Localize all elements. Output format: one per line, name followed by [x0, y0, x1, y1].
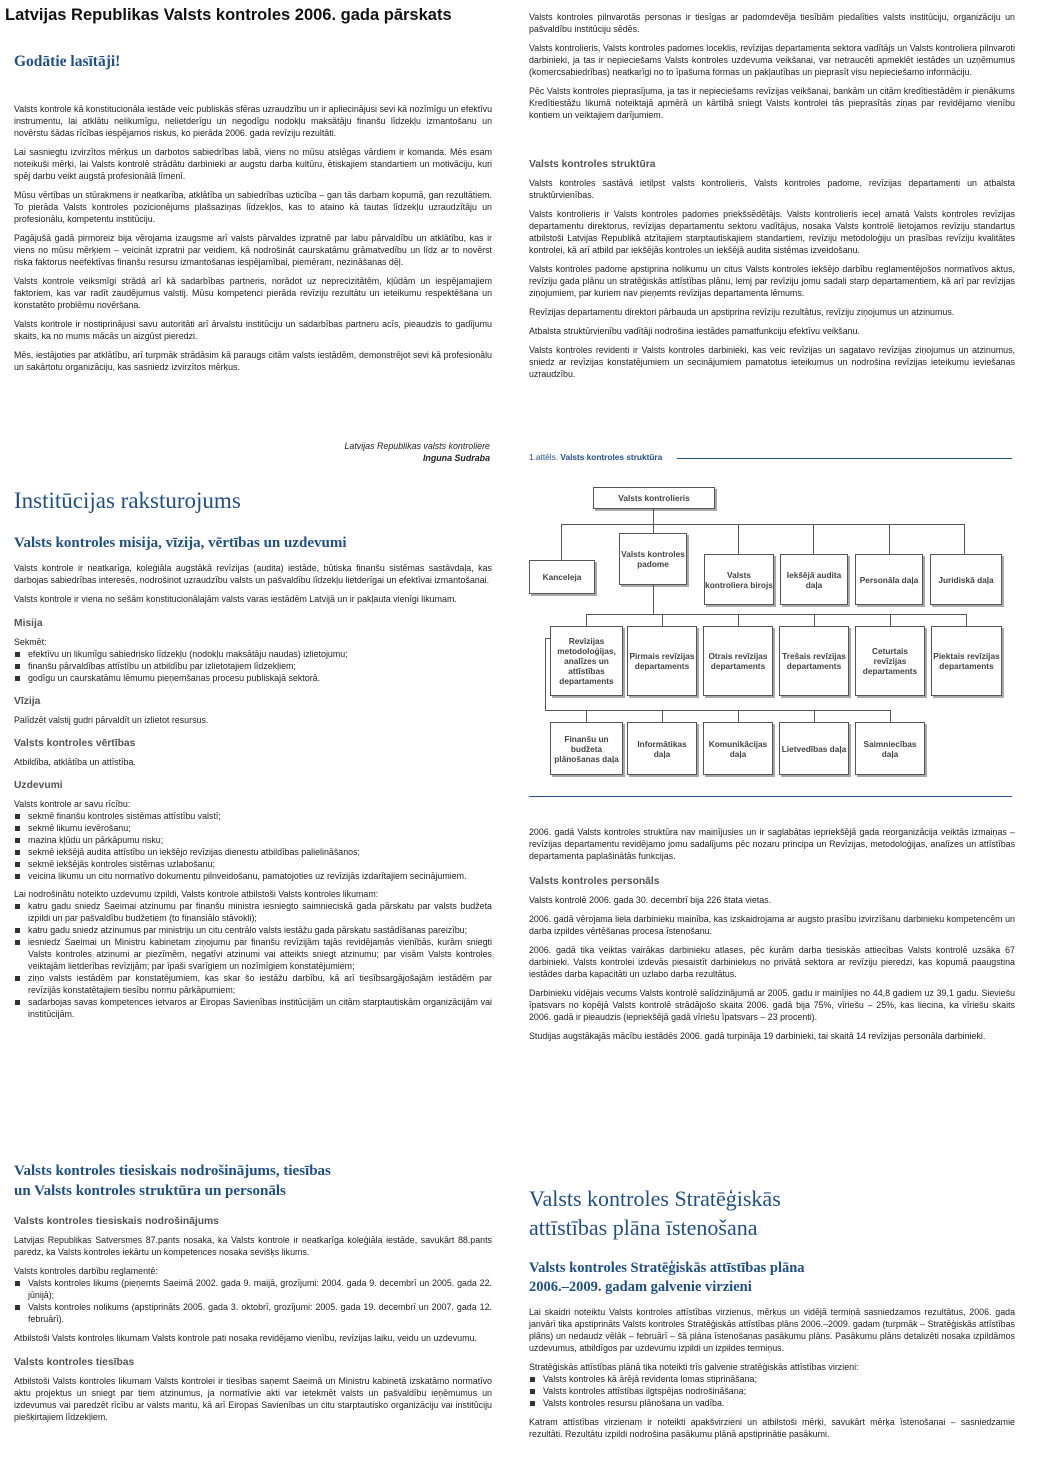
figure-number: 1.attēls. — [529, 452, 559, 462]
rights-paragraph: Valsts kontrolieris, Valsts kontroles padomes loceklis, revīzijas departamenta sektora vadītājs un Valsts kontroliera pilnvaroti darbinieki, ja tas ir nepieciešams Valsts kontroles uzdevuma veikšanai, var netraucēti apmeklēt iestādes un uzņēmumus (komercsabiedrības) neatkarīgi no to īpašuma formas un pakļautības un pieprasīt visu nepieciešamo informāciju. — [529, 43, 1015, 77]
greeting-paragraph: Pagājušā gadā pirmoreiz bija vērojama izaugsme arī valsts pārvaldes izpratnē par labu pārvaldību un atklātību, kas ir viens no mūsu mērķiem – veicināt izpratni par veidiem, kā nodrošināt caurskatāmu grāmatvedību un līdz ar to novērst riska faktorus neefektīvas finanšu resursu izmantošanas iespējamībai, piemēram, nezināšanas dēļ. — [14, 233, 492, 267]
org-connector-line — [662, 614, 663, 626]
strategy-list — [529, 1373, 1015, 1409]
org-box: Pirmais revīzijas departaments — [627, 626, 697, 696]
uzdevumi-list — [14, 810, 492, 882]
structure-paragraph: Revīzijas departamentu direktori pārbauda un apstiprina revīziju rezultātus, revīziju ziņojumus un atzinumus. — [529, 307, 955, 317]
strategy-paragraph: Lai skaidri noteiktu Valsts kontroles attīstības virzienus, mērķus un vidējā termiņā sasniedzamos rezultātus, 2006. gada janvārī tika apstiprināts Valsts kontroles Stratēģiskās attīstības plāns 2006.–2009. gadam (turpmāk – Stratēģiskās attīstības plāns) un nedaudz vēlāk – februārī – šā plāna īstenošanas pasākumu plāns. Pasākumu plāns detalizēti nosaka izpildāmos uzdevumus, atbildīgos par uzdevumu izpildi un izpildes termiņus. — [529, 1307, 1015, 1353]
structure-note-block — [529, 826, 1015, 1042]
org-connector-line — [814, 710, 815, 722]
greeting-paragraph: Mūsu vērtības un stūrakmens ir neatkarība, atklātība un sabiedrības uzticība – gan tās darbam kopumā, gan rezultātiem. To pierāda Valsts kontroles pozicionējums plašsaziņas līdzekļos, kas to ataino kā tautas līdzekļu uzraudzītāju un profesionālu, kompetentu institūciju. — [14, 190, 492, 224]
strategy-body — [529, 1306, 1015, 1440]
intro-paragraph: Valsts kontrole ir viena no sešām konstitucionālajām valsts varas iestādēm Latvijā un ir pakļauta vienīgi likumam. — [14, 594, 457, 604]
legal-heading — [14, 1161, 331, 1201]
structure-paragraph: Valsts kontroles padome apstiprina nolikumu un citus Valsts kontroles iekšējo darbību reglamentējošos normatīvos aktus, revīziju gada plānu un stratēģiskās attīstības plānu, lemj par revīziju jomu sadali starp departamentiem, kā arī par revīzijas ziņojumiem, par kuriem nav pieņemts revīzijas departamenta lēmums. — [529, 264, 1015, 298]
list-item: sekmē iekšējā audita attīstību un iekšējo revīzijas dienestu atbildības palielināšanos; — [14, 846, 492, 858]
strategy-sub-heading — [529, 1259, 805, 1297]
org-box: Valsts kontroles padome — [619, 533, 687, 585]
intro-paragraph: Valsts kontrole ir neatkarīga, koleģiāla augstākā revīzijas (audita) iestāde, būtiska finanšu sistēmas sastāvdaļa, kas darbojas sabiedrības interesēs, nodrošinot uzraudzību valsts un pašvaldību līdzekļu lietderīgai un efektīvai izmantošanai. — [14, 563, 492, 585]
personnel-paragraph: Studijas augstākajās mācību iestādēs 2006. gadā turpināja 19 darbinieki, tai skaitā 14 revīzijas personāla darbinieki. — [529, 1031, 986, 1041]
greeting-paragraph: Valsts kontrole veiksmīgi strādā arī kā sadarbības partneris, norādot uz neprecizitātēm, kļūdām un iespējamajiem faktoriem, kas var radīt zaudējumus valstij. Mūsu kompetenci pierāda revīziju rezultātu un ieteikumu respektēšana un konstatēto problēmu novēršana. — [14, 276, 492, 310]
org-box: Lietvedības daļa — [779, 722, 849, 775]
personnel-paragraph: 2006. gadā tika veiktas vairākas darbinieku atlases, pēc kurām darba tiesiskās attiecības Valsts kontrolē uzsāka 67 darbinieki. Valsts kontrolei izdevās piesaistīt darbiniekus no privātā sektora ar revīziju pieredzi, kas kopumā paaugstina iestādes darba kapacitāti un uzlabo darba rezultātus. — [529, 945, 1015, 979]
org-connector-line — [586, 614, 966, 615]
uzdevumi-lead: Valsts kontrole ar savu rīcību: — [14, 799, 131, 809]
org-box: Revīzijas metodoloģijas, analīzes un attīstības departaments — [550, 626, 623, 696]
signature-name: Inguna Sudraba — [422, 453, 490, 463]
structure-paragraph: Valsts kontroles sastāvā ietilpst valsts kontrolieris, Valsts kontroles padome, revīzijas departamenti un atbalsta struktūrvienības. — [529, 178, 1015, 200]
org-connector-line — [738, 710, 739, 722]
vizija-text: Palīdzēt valstij gudri pārvaldīt un izlietot resursus. — [14, 715, 209, 725]
uzdevumi-heading: Uzdevumi — [14, 780, 63, 791]
list-item: sekmē finanšu kontroles sistēmas attīstību valstī; — [14, 810, 492, 822]
personnel-paragraph: Valsts kontrolē 2006. gada 30. decembrī bija 226 štata vietas. — [529, 895, 772, 905]
list-item: Valsts kontroles nolikums (apstiprināts 2005. gada 3. oktobrī, grozījumi: 2005. gada 19. decembrī un 2007. gada 12. februārī). — [14, 1301, 492, 1325]
org-box-controller: Valsts kontrolieris — [593, 487, 715, 509]
org-box: Juridiskā daļa — [930, 554, 1002, 605]
org-connector-line — [586, 614, 587, 626]
org-connector-line — [545, 710, 891, 711]
structure-note: 2006. gadā Valsts kontroles struktūra nav mainījusies un ir saglabātas iepriekšējā gada reorganizācija veiktās izmaiņas – revīzijas departamentu revidējamo jomu sadalījums pēc nozaru principa un Revīzijas, metodoloģijas, analīzes un attīstības departamenta paplašinātās funkcijas. — [529, 827, 1015, 861]
list-item: ziņo valsts iestādēm par konstatējumiem, kas skar šo iestāžu darbību, kā arī tiesībsargājošajām iestādēm par revīzijās konstatētajiem tiesību normu pārkāpumiem; — [14, 972, 492, 996]
strategy-paragraph: Stratēģiskās attīstības plānā tika noteikti trīs galvenie stratēģiskās attīstības virzieni: — [529, 1362, 859, 1372]
org-box: Saimniecības daļa — [855, 722, 925, 775]
greeting-paragraph: Valsts kontrole kā konstitucionāla iestāde veic publiskās sfēras uzraudzību un ir apliecinājusi sevi kā nozīmīgu un efektīvu instrumentu, lai atklātu nelikumīgu, nelietderīgu un negodīgu nodokļu maksātāju finanšu līdzekļu izmantošanu un novērstu šādas rīcības iespējamos riskus, ko pierāda 2006. gada revīziju rezultāti. — [14, 104, 492, 138]
misija-list — [14, 648, 492, 684]
figure-bottom-rule — [529, 796, 1012, 797]
rights-paragraph: Valsts kontroles pilnvarotās personas ir tiesīgas ar padomdevēja tiesībām piedalīties valsts institūciju, organizāciju un pašvaldību institūciju sēdēs. — [529, 12, 1015, 34]
list-item: iesniedz Saeimai un Ministru kabinetam ziņojumu par finanšu revīzijām tajās revidējamās vienībās, kurām sniegti Valsts kontroles atzinumi ar piezīmēm, negatīvi atzinumi vai atteikts sniegt atzinumu; par visām Valsts kontroles veiktajām lietderības revīzijām; par īpaši svarīgiem un nozīmīgiem konstatējumiem; — [14, 936, 492, 972]
org-connector-line — [966, 614, 967, 626]
org-box: Ceturtais revīzijas departaments — [855, 626, 925, 696]
org-connector-line — [586, 710, 587, 722]
legal-paragraph: Atbilstoši Valsts kontroles likumam Valsts kontrolei ir tiesības saņemt Saeimā un Ministru kabinetā izskatāmo normatīvo aktu projektus un sniegt par tiem atzinumus, ja normatīvie akti var ietekmēt valsts un pašvaldību ieņēmumus un izdevumus vai paredzēt rīcību ar valsts mantu, kā arī Eiropas Savienības un citu starptautisko organizāciju vai institūciju piešķirtajiem līdzekļiem. — [14, 1376, 492, 1422]
org-connector-line — [890, 710, 891, 722]
org-connector-line — [738, 614, 739, 626]
personnel-paragraph: 2006. gadā vērojama liela darbinieku mainība, kas izskaidrojama ar augsto prasību izvirzīšanu darbinieku kompetencēm un darba izpildes vērtēšanas procesa īstenošanu. — [529, 914, 1015, 936]
greeting-paragraph: Mēs, iestājoties par atklātību, arī turpmāk strādāsim kā paraugs citām valsts iestādēm, demonstrējot sevi kā profesionālu un sakārtotu organizāciju, kas sasniedz izvirzītos mērķus. — [14, 350, 492, 372]
list-item: Valsts kontroles resursu plānošana un vadība. — [529, 1397, 1015, 1409]
strategy-heading-line: Valsts kontroles Stratēģiskās — [529, 1186, 781, 1211]
figure-title: Valsts kontroles struktūra — [560, 452, 663, 462]
org-connector-line — [890, 614, 891, 626]
figure-caption — [529, 452, 662, 462]
greeting-body — [14, 103, 492, 373]
org-box: Finanšu un budžeta plānošanas daļa — [550, 722, 623, 775]
vizija-heading: Vīzija — [14, 696, 41, 707]
legal-heading-line: un Valsts kontroles struktūra un personāls — [14, 1183, 286, 1199]
org-connector-line — [738, 524, 739, 554]
law-lead: Lai nodrošinātu noteikto uzdevumu izpildi, Valsts kontrole atbilstoši Valsts kontroles likumam: — [14, 889, 379, 899]
org-connector-line — [561, 524, 562, 560]
reg-list — [14, 1277, 492, 1325]
mission-heading: Valsts kontroles misija, vīzija, vērtības un uzdevumi — [14, 535, 347, 551]
legal-paragraph: Latvijas Republikas Satversmes 87.pants nosaka, ka Valsts kontrole ir neatkarīga koleģiāla iestāde, savukārt 88.pants paredz, ka Valsts kontroles iekārtu un kompetences nosaka sevišķs likums. — [14, 1235, 492, 1257]
org-box: Otrais revīzijas departaments — [703, 626, 773, 696]
list-item: godīgu un caurskatāmu lēmumu pieņemšanas procesu publiskajā sektorā. — [14, 672, 492, 684]
org-connector-line — [662, 710, 663, 722]
vertibas-text: Atbildība, atklātība un attīstība. — [14, 757, 136, 767]
strategy-sub-line: Valsts kontroles Stratēģiskās attīstības plāna — [529, 1260, 805, 1276]
org-box: Informātikas daļa — [627, 722, 697, 775]
strategy-heading-line: attīstības plāna īstenošana — [529, 1215, 758, 1240]
legal-sub-heading: Valsts kontroles tiesiskais nodrošinājums — [14, 1216, 219, 1227]
structure-section — [529, 159, 1015, 380]
reg-lead: Valsts kontroles darbību reglamentē: — [14, 1266, 158, 1276]
list-item: Valsts kontroles likums (pieņemts Saeimā 2002. gada 9. maijā, grozījumi: 2004. gada 9. decembrī un 2005. gada 22. jūnijā); — [14, 1277, 492, 1301]
org-chart — [529, 476, 1015, 786]
personnel-heading: Valsts kontroles personāls — [529, 876, 660, 887]
rights-top — [529, 11, 1015, 121]
strategy-paragraph: Katram attīstības virzienam ir noteikti apakšvirzieni un atbilstoši mērķi, savukārt mērķa īstenošanai – sasniedzamie rezultāti. Rezultātu izpildi nodrošina pasākumu plānā apstiprinātie pasākumi. — [529, 1417, 1015, 1439]
rights-sub-heading: Valsts kontroles tiesības — [14, 1357, 135, 1368]
org-box: Komunikācijas daļa — [703, 722, 773, 775]
structure-paragraph: Valsts kontrolieris ir Valsts kontroles padomes priekšsēdētājs. Valsts kontrolieris ieceļ amatā Valsts kontroles revīzijas departamentu direktorus, revīzijas departamentu sektoru vadītājus, nosaka Valsts kontrolē lietojamos revīziju standartus atbilstoši Latvijas Republikā atzītajiem starptautiskajiem standartiem, revīziju metodoloģiju un prasības revīziju kvalitātes kontrolei, kā arī atbild par iekšējās kontroles un iekšējā audita sistēmas izveidošanu. — [529, 209, 1015, 255]
org-box: Kanceleja — [529, 560, 595, 594]
list-item: sekmē iekšējās kontroles sistēmas uzlabošanu; — [14, 858, 492, 870]
rights-paragraph: Pēc Valsts kontroles pieprasījuma, ja tas ir nepieciešams revīzijas veikšanai, bankām un citām kredītiestādēm ir pienākums Kredītiestāžu likumā noteiktajā apmērā un kārtībā sniegt Valsts kontrolei tās pieprasītās ziņas par revidējamo vienību kontiem un veiktajiem darījumiem. — [529, 86, 1015, 120]
org-connector-line — [889, 524, 890, 554]
legal-heading-line: Valsts kontroles tiesiskais nodrošinājums, tiesības — [14, 1163, 331, 1179]
legal-paragraph: Atbilstoši Valsts kontroles likumam Valsts kontrole pati nosaka revidējamo vienību, revīzijas laiku, veidu un uzdevumu. — [14, 1333, 477, 1343]
strategy-sub-line: 2006.–2009. gadam galvenie virzieni — [529, 1279, 752, 1295]
org-connector-line — [813, 524, 814, 554]
org-box: Valsts kontroliera birojs — [704, 554, 774, 605]
org-box: Piektais revīzijas departaments — [931, 626, 1002, 696]
org-connector-line — [545, 638, 550, 639]
org-connector-line — [653, 524, 654, 533]
misija-lead: Sekmēt: — [14, 637, 47, 647]
list-item: sadarbojas savas kompetences ietvaros ar Eiropas Savienības institūcijām un citām starptautiskām organizācijām vai institūcijām. — [14, 996, 492, 1020]
list-item: veicina likumu un citu normatīvo dokumentu pilnveidošanu, pamatojoties uz revīzijās izdarītajiem secinājumiem. — [14, 870, 492, 882]
greeting-heading: Godātie lasītāji! — [14, 53, 121, 70]
org-connector-line — [561, 524, 964, 525]
list-item: sekmē likumu ievērošanu; — [14, 822, 492, 834]
legal-body — [14, 1216, 492, 1423]
law-list — [14, 900, 492, 1020]
org-connector-line — [653, 585, 654, 614]
list-item: Valsts kontroles kā ārējā revidenta lomas stiprināšana; — [529, 1373, 1015, 1385]
org-box: Personāla daļa — [855, 554, 923, 605]
list-item: Valsts kontroles attīstības ilgtspējas nodrošināšana; — [529, 1385, 1015, 1397]
structure-heading: Valsts kontroles struktūra — [529, 159, 656, 170]
greeting-paragraph: Lai sasniegtu izvirzītos mērķus un darbotos sabiedrības labā, viens no mūsu atslēgas vārdiem ir komanda. Mēs esam noteikuši mērķi, lai Valsts kontrolē strādātu darbinieki ar augstu darba kultūru, ētiskajiem standartiem un motivāciju, kuri spēj darbu veikt augstā profesionālā līmenī. — [14, 147, 492, 181]
vertibas-heading: Valsts kontroles vērtības — [14, 738, 136, 749]
list-item: efektīvu un likumīgu sabiedrisko līdzekļu (nodokļu maksātāju naudas) izlietojumu; — [14, 648, 492, 660]
org-connector-line — [964, 524, 965, 554]
misija-heading: Misija — [14, 618, 43, 629]
org-connector-line — [545, 638, 546, 710]
org-connector-line — [653, 509, 654, 524]
signature-title: Latvijas Republikas valsts kontroliere — [344, 441, 490, 451]
structure-paragraph: Atbalsta struktūrvienību vadītāji nodrošina iestādes pamatfunkciju efektīvu veikšanu. — [529, 326, 861, 336]
document-title: Latvijas Republikas Valsts kontroles 2006. gada pārskats — [5, 6, 452, 24]
org-box: Iekšējā audita daļa — [780, 554, 848, 605]
org-box: Trešais revīzijas departaments — [779, 626, 849, 696]
structure-paragraph: Valsts kontroles revidenti ir Valsts kontroles darbinieki, kas veic revīzijas un sagatavo revīzijas ziņojumus un atzinumus, sniedz ar revīzijas konstatējumiem un secinājumiem pamatotus ieteikumus un nodrošina revīzijas ieteikumu ieviešanas uzraudzību. — [529, 345, 1015, 379]
strategy-heading — [529, 1184, 781, 1242]
list-item: mazina kļūdu un pārkāpumu risku; — [14, 834, 492, 846]
institution-heading: Institūcijas raksturojums — [14, 488, 241, 513]
personnel-paragraph: Darbinieku vidējais vecums Valsts kontrolē salīdzinājumā ar 2005. gadu ir mainījies no 44,8 gadiem uz 39,1 gadu. Sieviešu īpatsvars no kopējā Valsts kontrolē strādājošo skaita 2006. gadā bija 75%, vīriešu – 25%, kas liecina, ka vīriešu skaits 2006. gadā ir pieaudzis (iepriekšējā gadā vīriešu īpatsvars – 23 procenti). — [529, 988, 1015, 1022]
org-connector-line — [814, 614, 815, 626]
caption-rule — [677, 458, 1012, 459]
list-item: katru gadu sniedz Saeimai atzinumu par finanšu ministra iesniegto saimnieciskā gada pārskatu par valsts budžeta izpildi un par pašvaldību budžetiem (to finansiālo stāvokli); — [14, 900, 492, 924]
list-item: finanšu pārvaldības attīstību un atbildību par izlietotajiem līdzekļiem; — [14, 660, 492, 672]
mission-body — [14, 562, 492, 1020]
list-item: katru gadu sniedz atzinumus par ministriju un citu centrālo valsts iestāžu gada pārskatu sastādīšanas pareizību; — [14, 924, 492, 936]
greeting-paragraph: Valsts kontrole ir nostiprinājusi savu autoritāti arī ārvalstu institūciju un sadarbības partneru acīs, pieaudzis to gadījumu skaits, ka no mums mācās un aizgūst pieredzi. — [14, 319, 492, 341]
